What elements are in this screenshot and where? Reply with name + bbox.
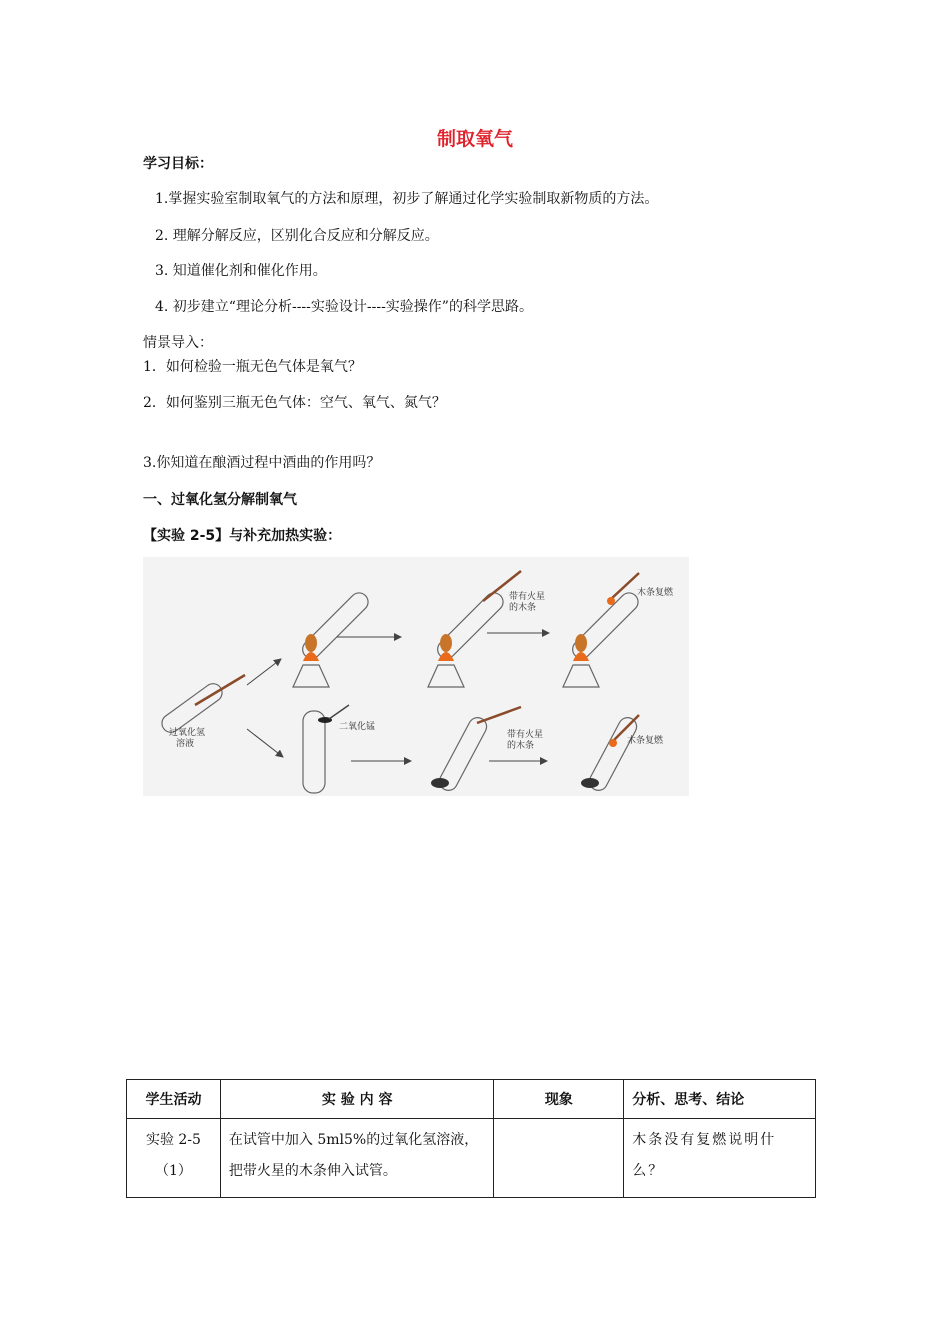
label-relight-bottom: 木条复燃 [627,736,664,746]
header-phenomenon: 现象 [494,1080,624,1119]
table-row [127,1119,816,1198]
activity-line: 实验 2-5 [145,1132,201,1148]
experiment-figure [143,557,689,796]
section-heading: 一、过氧化氢分解制氧气 [143,492,297,508]
label-splint-bottom-1: 带有火星 [507,730,544,740]
heated-tube-3 [563,573,642,687]
header-content: 实 验 内 容 [220,1080,494,1119]
heated-tube-1 [293,589,372,687]
label-mno2: 二氧化锰 [339,722,376,732]
intro-question: 1．如何检验一瓶无色气体是氧气？ [143,359,362,375]
header-analysis: 分析、思考、结论 [624,1080,816,1119]
objective-item: 3. 知道催化剂和催化作用。 [155,263,327,279]
experiment-heading: 【实验 2-5】与补充加热实验： [143,528,342,544]
experiment-apparatus-illustration [143,557,689,796]
heated-tube-2 [428,571,521,687]
intro-question: 3.你知道在酿酒过程中酒曲的作用吗？ [143,455,381,471]
cell-analysis: 木条没有复燃说明什么？ [624,1119,816,1198]
label-h2o2-1: 过氧化氢 [169,728,206,738]
experiment-table [126,1079,816,1198]
objective-item: 1.掌握实验室制取氧气的方法和原理，初步了解通过化学实验制取新物质的方法。 [155,191,659,207]
label-h2o2-2: 溶液 [176,739,195,749]
label-relight-top: 木条复燃 [637,588,674,598]
intro-question: 2．如何鉴别三瓶无色气体：空气、氧气、氮气？ [143,395,446,411]
cell-activity [127,1119,221,1198]
arrow [247,659,281,685]
test-tube-mno2 [303,705,349,793]
cell-content: 在试管中加入 5ml5%的过氧化氢溶液，把带火星的木条伸入试管。 [220,1119,494,1198]
objectives-heading: 学习目标： [143,156,213,172]
label-splint-top-2: 的木条 [509,603,537,613]
objective-item: 4. 初步建立“理论分析----实验设计----实验操作”的科学思路。 [155,299,533,315]
arrow [247,729,283,757]
intro-heading: 情景导入： [143,335,213,351]
test-tube-relit [581,714,640,793]
cell-phenomenon [494,1119,624,1198]
objective-item: 2. 理解分解反应，区别化合反应和分解反应。 [155,228,439,244]
table-header-row [127,1080,816,1119]
test-tube-h2o2 [158,675,245,736]
header-activity: 学生活动 [127,1080,221,1119]
label-splint-bottom-2: 的木条 [507,741,535,751]
page-title: 制取氧气 [436,128,513,150]
activity-line: （1） [154,1163,192,1179]
label-splint-top-1: 带有火星 [509,592,546,602]
